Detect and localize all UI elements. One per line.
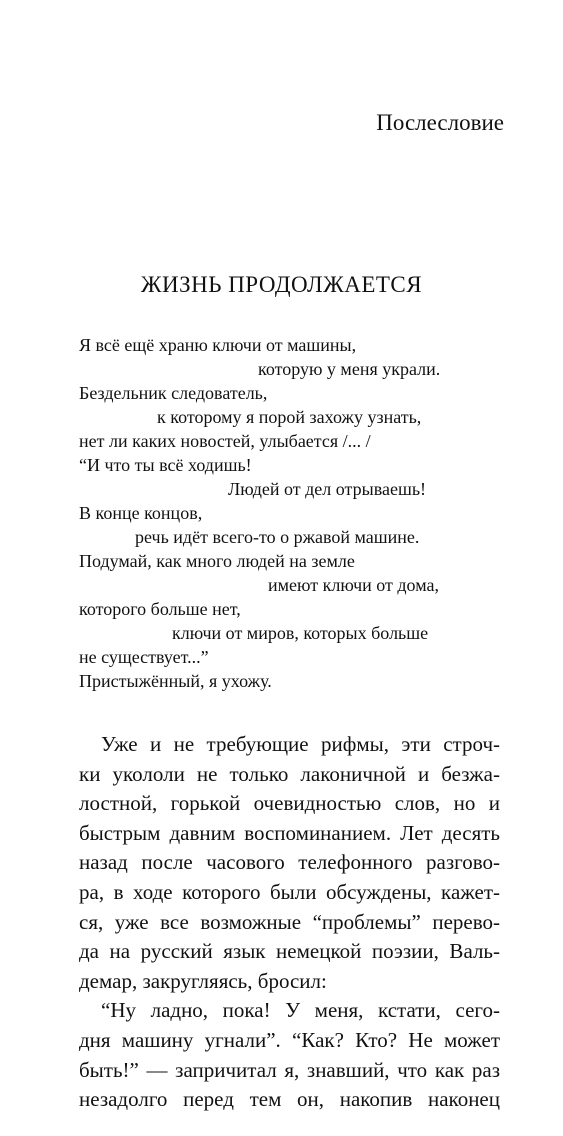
poem-line: Людей от дел отрываешь! — [228, 479, 427, 499]
prose-line: ра, в ходе которого были обсуждены, кажет- — [79, 879, 500, 904]
prose-line: Уже и не требующие рифмы, эти строч- — [101, 732, 500, 756]
poem-line: ключи от миров, которых больше — [172, 623, 429, 643]
poem-line: не существует...” — [79, 647, 209, 667]
poem-line: речь идёт всего-то о ржавой машине. — [135, 527, 420, 547]
poem-line: В конце концов, — [79, 503, 203, 523]
prose-line: ся, уже все возможные “проблемы” перево- — [79, 909, 500, 934]
prose-text — [79, 730, 500, 1115]
prose-line: незадолго перед тем он, накопив наконец — [79, 1087, 500, 1112]
poem-line: “И что ты всё ходишь! — [79, 455, 252, 475]
prose-line: демар, закругляясь, бросил: — [79, 968, 327, 993]
prose-line: назад после часового телефонного разгово- — [79, 850, 500, 875]
poem-line: которого больше нет, — [79, 599, 241, 619]
poem-line: Я всё ещё храню ключи от машины, — [79, 335, 357, 355]
prose-line: быть!” — запричитал я, знавший, что как раз — [79, 1057, 500, 1082]
poem-line: имеют ключи от дома, — [268, 575, 439, 595]
prose-line: лостной, горькой очевидностью слов, но и — [79, 791, 500, 816]
prose-line: да на русский язык немецкой поэзии, Валь- — [79, 939, 500, 964]
poem-line: к которому я порой захожу узнать, — [157, 407, 422, 427]
poem-title: ЖИЗНЬ ПРОДОЛЖАЕТСЯ — [140, 272, 423, 297]
poem-line: Подумай, как много людей на земле — [79, 551, 355, 571]
section-label: Послесловие — [376, 110, 504, 135]
prose-line: быстрым давним воспоминанием. Лет десять — [79, 820, 500, 845]
poem-line: Пристыжённый, я ухожу. — [79, 671, 272, 691]
prose-line: “Ну ладно, пока! У меня, кстати, сего- — [101, 998, 500, 1023]
poem-line: которую у меня украли. — [258, 359, 441, 379]
prose-line: дня машину угнали”. “Как? Кто? Не может — [79, 1027, 500, 1052]
prose-line: ки укололи не только лаконичной и безжа- — [79, 761, 500, 786]
poem-line: Бездельник следователь, — [79, 383, 268, 403]
poem-line: нет ли каких новостей, улыбается /... / — [79, 431, 371, 451]
